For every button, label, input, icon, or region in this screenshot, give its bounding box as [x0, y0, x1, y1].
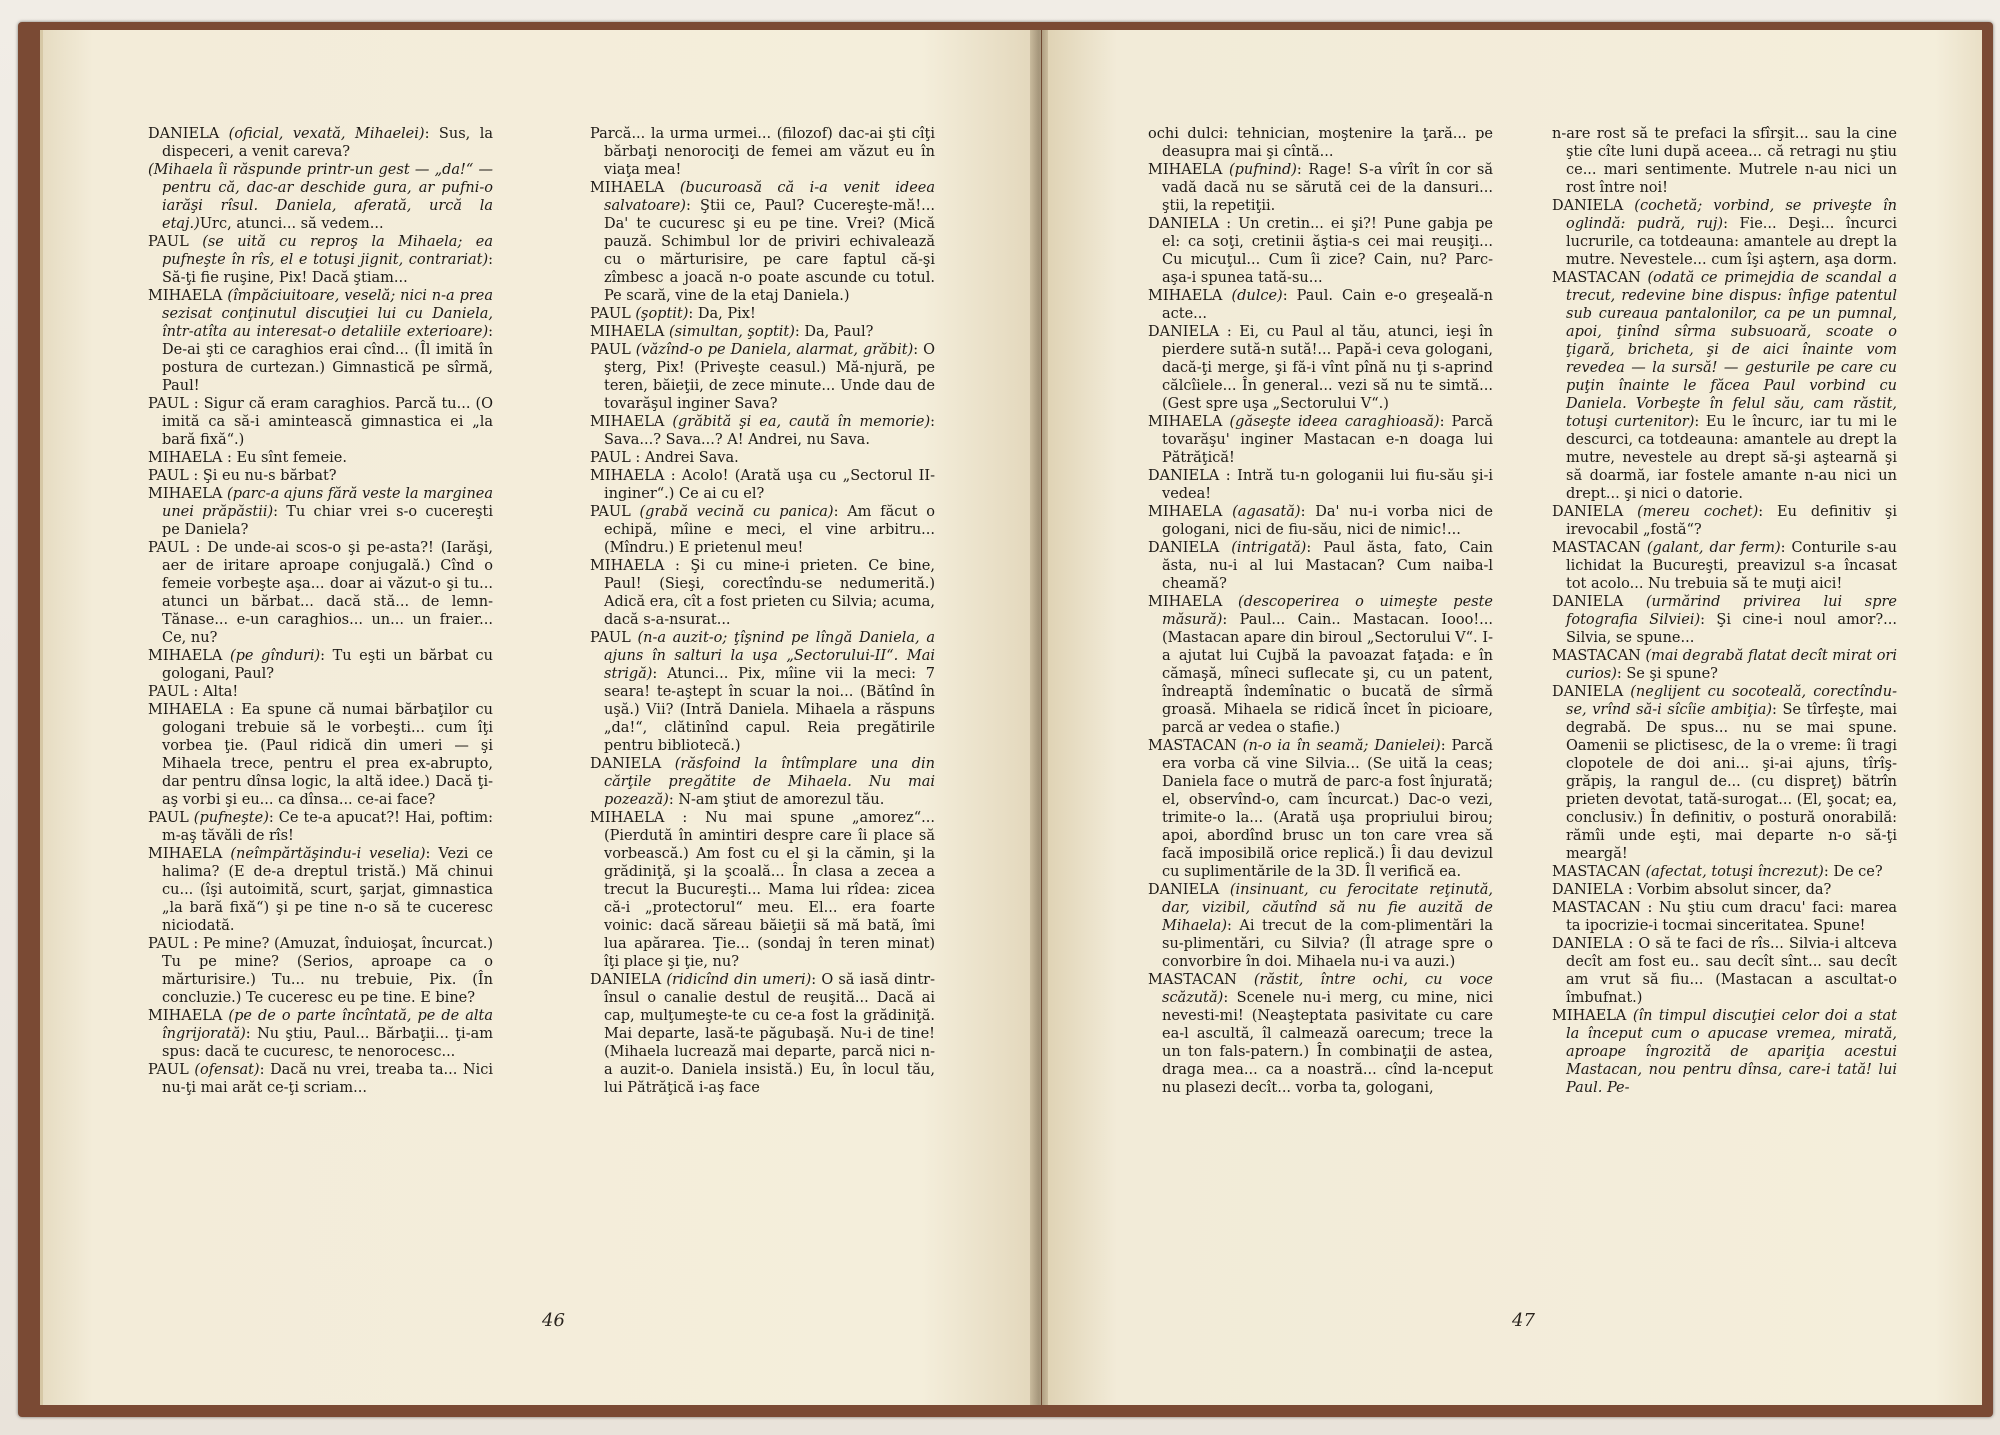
spoken-text: : Da' nu-i vorba nici de gologani, nici de fiu-său, nici de nimic!...	[1162, 504, 1493, 538]
spoken-text: : Şi cine-i noul amor?... Silvia, se spune...	[1566, 612, 1897, 646]
dialogue-line	[148, 287, 493, 395]
dialogue-line	[590, 755, 935, 809]
speaker-name: MIHAELA	[1148, 414, 1223, 430]
speaker-name: MIHAELA	[590, 180, 665, 196]
speaker-name: PAUL	[590, 504, 631, 520]
spoken-text: : Ea spune că numai bărbaţilor cu gologani trebuie să le vorbeşti... cum îţi vorbea ţie. (Paul ridică din umeri — şi Mihaela trece, pentru el prea ex-abrupto, dar pentru dînsa logic, la altă idee.) Dacă ţi-aş vorbi şi eu... ca dînsa... ce-ai face?	[162, 702, 493, 808]
speaker-name: MASTACAN	[1552, 900, 1641, 916]
speaker-name: PAUL	[590, 306, 631, 322]
spoken-text: : Am făcut o echipă, mîine e meci, el vine arbitru... (Mîndru.) E prietenul meu!	[604, 504, 935, 556]
speaker-name: MIHAELA	[1148, 162, 1223, 178]
dialogue-line	[590, 629, 935, 755]
stage-direction: (pe gînduri)	[229, 648, 321, 664]
dialogue-line	[1552, 935, 1897, 1007]
spoken-text: : De unde-ai scos-o şi pe-asta?! (Iarăşi, aer de iritare aproape conjugală.) Cînd o femeie vorbeşte aşa... doar ai văzut-o şi tu... atunci un bărbat... dacă stă... de lemn-Tănase... e-un caraghios... un... un fraier... Ce, nu?	[162, 540, 493, 646]
spoken-text: : Eu sînt femeie.	[227, 450, 347, 466]
dialogue-line	[1552, 539, 1897, 593]
speaker-name: MIHAELA	[148, 702, 223, 718]
dialogue-line	[1148, 971, 1493, 1097]
speaker-name: DANIELA	[1148, 216, 1220, 232]
spoken-text: : Sigur că eram caraghios. Parcă tu... (O imită ca să-i amintească gimnastica ei „la bară fixă“.)	[162, 396, 493, 448]
dialogue-line	[1148, 503, 1493, 539]
left-page-column-2	[590, 125, 935, 1295]
dialogue-line	[148, 161, 493, 233]
speaker-name: DANIELA	[1552, 936, 1624, 952]
dialogue-line	[1552, 197, 1897, 269]
spoken-text: : O să te faci de rîs... Silvia-i altceva decît am fost eu.. sau decît sînt... sau decît am vrut să fiu... (Mastacan a ascultat-o îmbufnat.)	[1566, 936, 1897, 1006]
stage-direction: (grăbită şi ea, caută în memorie)	[672, 414, 931, 430]
spoken-text: : Da, Paul?	[794, 324, 874, 340]
speaker-name: PAUL	[148, 1062, 189, 1078]
stage-direction: (galant, dar ferm)	[1646, 540, 1781, 556]
speaker-name: DANIELA	[1148, 540, 1220, 556]
speaker-name: MIHAELA	[148, 846, 223, 862]
dialogue-line	[1552, 503, 1897, 539]
spoken-text: : Atunci... Pix, mîine vii la meci: 7 seara! te-aştept în scuar la noi... (Bătînd în uşă.) Vii? (Intră Daniela. Mihaela a răspuns „da!“, clătinînd capul. Reia pregătirile pentru bibliotecă.)	[604, 666, 935, 754]
speaker-name: PAUL	[590, 450, 631, 466]
spoken-text: : Parcă era vorba că vine Silvia... (Se uită la ceas; Daniela face o mutră de parc-a fost înjurată; el, observînd-o, cam încurcat.) Dac-o vezi, trimite-o la... (Arată uşa propriului birou; apoi, abordînd brusc un ton care vrea să facă imposibilă orice replică.) Îi dau devizul cu suplimentările de la 3D. Îl verifică ea.	[1162, 738, 1493, 880]
dialogue-line	[1552, 593, 1897, 647]
dialogue-line	[1148, 323, 1493, 413]
stage-direction: (pufnind)	[1228, 162, 1297, 178]
stage-direction: (ofensat)	[194, 1062, 260, 1078]
spoken-text: : Se şi spune?	[1616, 666, 1718, 682]
dialogue-line	[1148, 161, 1493, 215]
speaker-name: MASTACAN	[1552, 270, 1641, 286]
dialogue-line	[1552, 647, 1897, 683]
dialogue-line	[590, 179, 935, 305]
dialogue-line	[148, 539, 493, 647]
page-number-left: 46	[542, 1310, 565, 1331]
stage-direction: (răsfoind la întîmplare una din cărţile pregătite de Mihaela. Nu mai pozează)	[604, 756, 935, 808]
speaker-name: DANIELA	[1148, 882, 1220, 898]
dialogue-line	[1552, 881, 1897, 899]
spoken-text: Parcă... la urma urmei... (filozof) dac-ai şti cîţi bărbaţi nenorociţi de femei am văzut eu în viaţa mea!	[590, 126, 935, 178]
stage-direction: (neîmpărtăşindu-i veselia)	[230, 846, 426, 862]
spoken-text: : De-ai şti ce caraghios erai cînd... (Îl imită în postura de curtezan.) Gimnastică pe sîrmă, Paul!	[162, 324, 493, 394]
left-page-column-1	[148, 125, 493, 1295]
dialogue-line	[590, 467, 935, 503]
stage-direction: (şoptit)	[635, 306, 689, 322]
spoken-text: : Scenele nu-i merg, cu mine, nici nevesti-mi! (Neaşteptata pasivitate cu care ea-l ascultă, îl calmează oarecum; trece la un ton fals-patern.) În combinaţii de astea, draga mea... ca a noastră... cînd la-nceput nu plasezi decît... vorba ta, gologani,	[1162, 990, 1493, 1096]
spoken-text: : Sus, la dispeceri, a venit careva?	[162, 126, 493, 160]
dialogue-line	[148, 233, 493, 287]
spoken-text: : Nu ştiu cum dracu' faci: marea ta ipocrizie-i tocmai sinceritatea. Spune!	[1566, 900, 1897, 934]
spoken-text: : N-am ştiut de amorezul tău.	[668, 792, 885, 808]
speaker-name: PAUL	[148, 810, 189, 826]
stage-direction: (odată ce primejdia de scandal a trecut, redevine bine dispus: înfige patentul sub cureaua pantalonilor, ca pe un pumnal, apoi, ţinînd sîrma subsuoară, scoate o ţigară, bricheta, şi de aici înainte vom revedea — la sursă! — gesturile pe care cu puţin înainte le făcea Paul vorbind cu Daniela. Vorbeşte în felul său, cam răstit, totuşi curtenitor)	[1566, 270, 1897, 430]
speaker-name: MIHAELA	[1148, 288, 1223, 304]
speaker-name: MIHAELA	[148, 486, 223, 502]
spoken-text: Urc, atunci... să vedem...	[199, 216, 384, 232]
dialogue-line	[148, 485, 493, 539]
dialogue-line	[1148, 881, 1493, 971]
stage-direction: (răstit, între ochi, cu voce scăzută)	[1162, 972, 1493, 1006]
spoken-text: : O să iasă dintr-însul o canalie destul de reuşită... Dacă ai cap, mulţumeşte-te cu ce-a fost la grădiniţă. Mai departe, lasă-te păgubaşă. Nu-i de tine! (Mihaela lucrează mai departe, parcă nici n-a auzit-o. Daniela insistă.) Eu, în locul tău, lui Pătrăţică i-aş face	[604, 972, 935, 1096]
dialogue-line	[590, 125, 935, 179]
dialogue-line	[148, 647, 493, 683]
stage-direction: (împăciuitoare, veselă; nici n-a prea sezisat conţinutul discuţiei lui cu Daniela, într-atîta au interesat-o detaliile exterioare)	[162, 288, 493, 340]
spoken-text: : Tu eşti un bărbat cu gologani, Paul?	[162, 648, 493, 682]
speaker-name: PAUL	[148, 936, 189, 952]
stage-direction: (n-a auzit-o; ţîşnind pe lîngă Daniela, a ajuns în salturi la uşa „Sectorului-II“. Mai strigă)	[604, 630, 935, 682]
speaker-name: DANIELA	[590, 756, 662, 772]
stage-direction: (afectat, totuşi încrezut)	[1645, 864, 1824, 880]
dialogue-line	[1148, 539, 1493, 593]
stage-direction: (intrigată)	[1231, 540, 1307, 556]
stage-direction: (descoperirea o uimeşte peste măsură)	[1162, 594, 1493, 628]
dialogue-line	[148, 467, 493, 485]
spoken-text: : O şterg, Pix! (Priveşte ceasul.) Mă-njură, pe teren, băieţii, de zece minute... Unde dau de tovarăşul inginer Sava?	[604, 342, 935, 412]
speaker-name: MIHAELA	[590, 324, 665, 340]
stage-direction: (urmărind privirea lui spre fotografia Silviei)	[1566, 594, 1897, 628]
stage-direction: (n-o ia în seamă; Danielei)	[1242, 738, 1441, 754]
speaker-name: MIHAELA	[590, 468, 665, 484]
stage-direction: (insinuant, cu ferocitate reţinută, dar, vizibil, căutînd să nu fie auzită de Mihaela)	[1162, 882, 1493, 934]
dialogue-line	[1552, 863, 1897, 881]
spoken-text: : Alta!	[193, 684, 239, 700]
spoken-text: : Fie... Deşi... încurci lucrurile, ca totdeauna: amantele au drept la mutre. Nevestele... cum îşi aştern, aşa dorm.	[1566, 216, 1897, 268]
stage-direction: (Mihaela îi răspunde printr-un gest — „da!“ — pentru că, dac-ar deschide gura, ar pufni-o iarăşi rîsul. Daniela, aferată, urcă la etaj.)	[148, 162, 493, 232]
dialogue-line	[1148, 593, 1493, 737]
spoken-text: n-are rost să te prefaci la sfîrşit... sau la cine ştie cîte luni după aceea... că retragi nu ştiu ce... mari sentimente. Mutrele n-au nici un rost între noi!	[1552, 126, 1897, 196]
spoken-text: : Paul ăsta, fato, Cain ăsta, nu-i al lui Mastacan? Cum naiba-l cheamă?	[1162, 540, 1493, 592]
spoken-text: : Dacă nu vrei, treaba ta... Nici nu-ţi mai arăt ce-ţi scriam...	[162, 1062, 493, 1096]
stage-direction: (se uită cu reproş la Mihaela; ea pufneşte în rîs, el e totuşi jignit, contrariat)	[162, 234, 493, 268]
stage-direction: (bucuroasă că i-a venit ideea salvatoare)	[604, 180, 935, 214]
dialogue-line	[1552, 269, 1897, 503]
speaker-name: PAUL	[148, 540, 189, 556]
speaker-name: DANIELA	[1148, 468, 1220, 484]
speaker-name: MASTACAN	[1552, 540, 1641, 556]
speaker-name: DANIELA	[1552, 882, 1624, 898]
dialogue-line	[1552, 1007, 1897, 1097]
speaker-name: DANIELA	[1552, 684, 1624, 700]
speaker-name: MIHAELA	[590, 414, 665, 430]
dialogue-line	[148, 1061, 493, 1097]
speaker-name: MIHAELA	[1552, 1008, 1627, 1024]
speaker-name: DANIELA	[1552, 198, 1624, 214]
book-gutter	[1030, 30, 1048, 1405]
spoken-text: : Ai trecut de la com-plimentări la su-plimentări, cu Silvia? (Îl atrage spre o convorbire în doi. Mihaela nu-i va auzi.)	[1162, 918, 1493, 970]
speaker-name: PAUL	[148, 234, 189, 250]
spoken-text: : Un cretin... ei şi?! Pune gabja pe el: ca soţi, cretinii ăştia-s cei mai reuşiţi... Cu micuţul... Cum îi zice? Cain, nu? Parc-aşa-i spunea tată-su...	[1162, 216, 1493, 286]
dialogue-line	[590, 341, 935, 413]
speaker-name: MIHAELA	[148, 648, 223, 664]
dialogue-line	[590, 449, 935, 467]
spoken-text: ochi dulci: tehnician, moştenire la ţară... pe deasupra mai şi cîntă...	[1148, 126, 1493, 160]
stage-direction: (mai degrabă flatat decît mirat ori curios)	[1566, 648, 1897, 682]
dialogue-line	[1148, 215, 1493, 287]
dialogue-line	[1552, 683, 1897, 863]
spoken-text: : Ce te-a apucat?! Hai, poftim: m-aş tăvăli de rîs!	[162, 810, 493, 844]
dialogue-line	[148, 1007, 493, 1061]
speaker-name: MIHAELA	[1148, 504, 1223, 520]
spoken-text: : Acolo! (Arată uşa cu „Sectorul II-inginer“.) Ce ai cu el?	[604, 468, 935, 502]
spoken-text: : Andrei Sava.	[635, 450, 739, 466]
dialogue-line	[148, 449, 493, 467]
speaker-name: PAUL	[148, 468, 189, 484]
spoken-text: : Paul. Cain e-o greşeală-n acte...	[1162, 288, 1493, 322]
dialogue-line	[148, 935, 493, 1007]
stage-direction: (simultan, şoptit)	[669, 324, 795, 340]
speaker-name: DANIELA	[590, 972, 662, 988]
spoken-text: : Vezi ce halima? (E de-a dreptul tristă.) Mă chinui cu... (îşi autoimită, scurt, şarjat, gimnastica „la bară fixă“) şi pe tine n-o să te cuceresc niciodată.	[162, 846, 493, 934]
speaker-name: DANIELA	[1552, 594, 1624, 610]
spoken-text: : Ştii ce, Paul? Cucereşte-mă!... Da' te cucuresc şi eu pe tine. Vrei? (Mică pauză. Schimbul lor de priviri echivalează cu o mărturisire, pe care faptul că-şi zîmbesc a joacă n-o poate ascunde cu totul. Pe scară, vine de la etaj Daniela.)	[604, 198, 935, 304]
dialogue-line	[148, 125, 493, 161]
stage-direction: (cochetă; vorbind, se priveşte în oglindă: pudră, ruj)	[1566, 198, 1897, 232]
spoken-text: : Nu ştiu, Paul... Bărbaţii... ţi-am spus: dacă te cucuresc, te nenorocesc...	[162, 1026, 493, 1060]
spoken-text: : Paul... Cain.. Mastacan. Iooo!... (Mastacan apare din biroul „Sectorului V“. I-a ajutat lui Cujbă la pavoazat faţada: e în cămaşă, mîneci suflecate şi, cu un patent, îndreaptă îndemînatic o bucată de sîrmă groasă. Mihaela se ridică încet în picioare, parcă ar vedea o stafie.)	[1162, 612, 1493, 736]
spoken-text: : Se tîrfeşte, mai degrabă. De spus... nu se mai spune. Oamenii se plictisesc, de la o vreme: îi tragi clopotele de doi ani... şi-ai ajuns, tîrîş-grăpiş, la rangul de... (cu dispreţ) bătrîn prieten devotat, tată-surogat... (El, şocat; ea, conclusiv.) În definitiv, o postură onorabilă: rămîi unde eşti, mai departe n-o să-ţi meargă!	[1566, 702, 1897, 862]
stage-direction: (ridicînd din umeri)	[666, 972, 812, 988]
dialogue-line	[1148, 125, 1493, 161]
spoken-text: : Vorbim absolut sincer, da?	[1627, 882, 1832, 898]
dialogue-line	[590, 413, 935, 449]
stage-direction: (în timpul discuţiei celor doi a stat la început cum o apucase vremea, mirată, aproape îngrozită de apariţia acestui Mastacan, nou pentru dînsa, care-i tată! lui Paul. Pe-	[1566, 1008, 1897, 1096]
stage-direction: (găseşte ideea caraghioasă)	[1229, 414, 1440, 430]
right-page-column-2	[1552, 125, 1897, 1295]
dialogue-line	[148, 845, 493, 935]
spoken-text: : Ei, cu Paul al tău, atunci, ieşi în pierdere sută-n sută!... Papă-i ceva gologani, dacă-ţi merge, şi fă-i vînt pînă nu ţi s-aprind călcîiele... În general... vezi să nu te simtă... (Gest spre uşa „Sectorului V“.)	[1162, 324, 1493, 412]
stage-direction: (văzînd-o pe Daniela, alarmat, grăbit)	[635, 342, 914, 358]
dialogue-line	[590, 971, 935, 1097]
speaker-name: MASTACAN	[1148, 972, 1237, 988]
speaker-name: DANIELA	[1148, 324, 1220, 340]
speaker-name: MIHAELA	[148, 288, 223, 304]
spoken-text: : De ce?	[1823, 864, 1883, 880]
stage-direction: (neglijent cu socoteală, corectîndu-se, vrînd să-i sîcîie ambiţia)	[1566, 684, 1897, 718]
speaker-name: MIHAELA	[590, 558, 665, 574]
spoken-text: : Parcă tovarăşu' inginer Mastacan e-n doaga lui Pătrăţică!	[1162, 414, 1493, 466]
dialogue-line	[1148, 287, 1493, 323]
spoken-text: : Sava...? Sava...? A! Andrei, nu Sava.	[604, 414, 935, 448]
stage-direction: (mereu cochet)	[1637, 504, 1759, 520]
dialogue-line	[1552, 899, 1897, 935]
speaker-name: PAUL	[590, 630, 631, 646]
stage-direction: (pe de o parte încîntată, pe de alta îngrijorată)	[162, 1008, 493, 1042]
page-number-right: 47	[1512, 1310, 1535, 1331]
spoken-text: : Nu mai spune „amorez“... (Pierdută în amintiri despre care îi place să vorbească.) Am fost cu el şi la cămin, şi la grădiniţă, şi la şcoală... În clasa a zecea a trecut la Bucureşti... Mama lui rîdea: zicea că-i „protectorul“ meu. El... era foarte voinic: dacă săreau băieţii să mă bată, îmi lua apărarea. Ţie... (sondaj în teren minat) îţi place şi ţie, nu?	[604, 810, 935, 970]
dialogue-line	[590, 557, 935, 629]
speaker-name: MIHAELA	[590, 810, 665, 826]
speaker-name: PAUL	[148, 396, 189, 412]
dialogue-line	[148, 809, 493, 845]
speaker-name: PAUL	[590, 342, 631, 358]
right-page-column-1	[1148, 125, 1493, 1295]
dialogue-line	[590, 323, 935, 341]
stage-direction: (oficial, vexată, Mihaelei)	[228, 126, 425, 142]
spoken-text: : Şi cu mine-i prieten. Ce bine, Paul! (Sieşi, corectîndu-se nedumerită.) Adică era, cît a fost prieten cu Silvia; acuma, dacă s-a-nsurat...	[604, 558, 935, 628]
speaker-name: MIHAELA	[148, 1008, 223, 1024]
stage-direction: (grabă vecină cu panica)	[639, 504, 834, 520]
stage-direction: (parc-a ajuns fără veste la marginea unei prăpăstii)	[162, 486, 493, 520]
speaker-name: MASTACAN	[1148, 738, 1237, 754]
speaker-name: DANIELA	[1552, 504, 1624, 520]
dialogue-line	[590, 503, 935, 557]
speaker-name: MASTACAN	[1552, 864, 1641, 880]
speaker-name: PAUL	[148, 684, 189, 700]
spoken-text: : Da, Pix!	[688, 306, 756, 322]
spoken-text: : Rage! S-a vîrît în cor să vadă dacă nu se sărută cei de la dansuri... ştii, la repetiţii.	[1162, 162, 1493, 214]
stage-direction: (agasată)	[1232, 504, 1301, 520]
dialogue-line	[148, 683, 493, 701]
speaker-name: DANIELA	[148, 126, 220, 142]
spoken-text: : Pe mine? (Amuzat, înduioşat, încurcat.) Tu pe mine? (Serios, aproape ca o mărturisire.) Tu... nu trebuie, Pix. (În concluzie.) Te cuceresc eu pe tine. E bine?	[162, 936, 493, 1006]
speaker-name: MASTACAN	[1552, 648, 1641, 664]
dialogue-line	[148, 701, 493, 809]
spoken-text: : Conturile s-au lichidat la Bucureşti, preavizul s-a încasat tot acolo... Nu trebuia să te muţi aici!	[1566, 540, 1897, 592]
stage-direction: (dulce)	[1231, 288, 1283, 304]
speaker-name: MIHAELA	[1148, 594, 1223, 610]
spoken-text: : Eu definitiv şi irevocabil „fostă“?	[1566, 504, 1897, 538]
dialogue-line	[1552, 125, 1897, 197]
dialogue-line	[1148, 737, 1493, 881]
spoken-text: : Să-ţi fie ruşine, Pix! Dacă ştiam...	[162, 252, 493, 286]
spoken-text: : Eu le încurc, iar tu mi le descurci, ca totdeauna: amantele au drept la mutre, nevestele au drept să-şi aştearnă şi să doarmă, iar fostele amante n-au nici un drept... şi nici o datorie.	[1566, 414, 1897, 502]
dialogue-line	[590, 809, 935, 971]
spoken-text: : Tu chiar vrei s-o cucereşti pe Daniela?	[162, 504, 493, 538]
stage-direction: (pufneşte)	[193, 810, 269, 826]
spoken-text: : Şi eu nu-s bărbat?	[193, 468, 337, 484]
dialogue-line	[1148, 413, 1493, 467]
dialogue-line	[1148, 467, 1493, 503]
speaker-name: MIHAELA	[148, 450, 223, 466]
dialogue-line	[590, 305, 935, 323]
dialogue-line	[148, 395, 493, 449]
spoken-text: : Intră tu-n gologanii lui fiu-său şi-i vedea!	[1162, 468, 1493, 502]
